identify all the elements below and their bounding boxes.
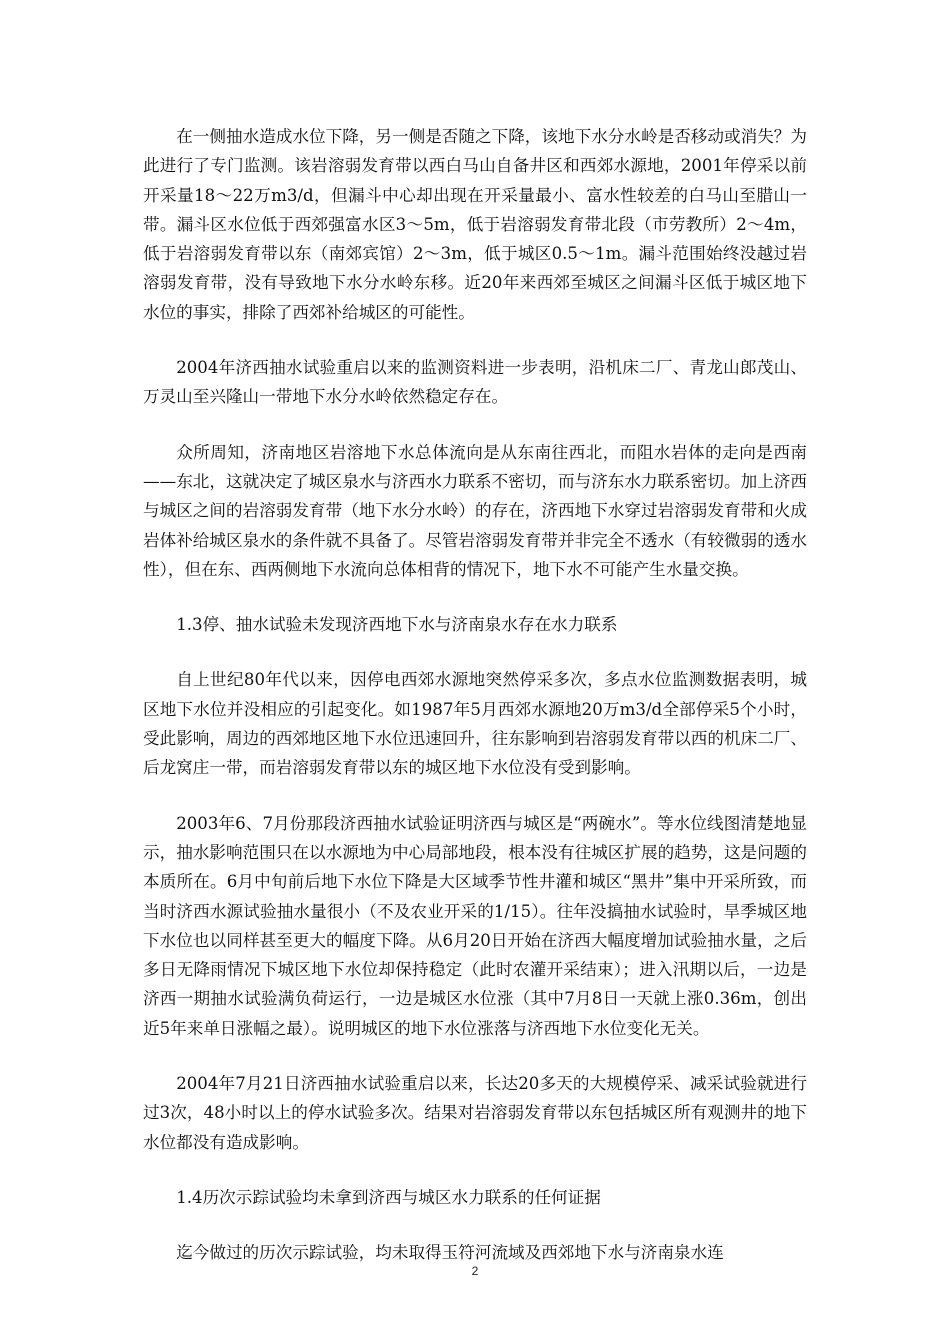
paragraph-2003-test: 2003年6、7月份那段济西抽水试验证明济西与城区是“两碗水”。等水位线图清楚地显示，抽水影响范围只在以水源地为中心局部地段，根本没有往城区扩展的趋势，这是问题的本质所在。6月中旬前后地下水位下降是大区域季节性井灌和城区“黑井”集中开采所致，而当时济西水源试验抽水量很小（不及农业开采的1/15）。往年没搞抽水试验时，旱季城区地下水位也以同样甚至更大的幅度下降。从6月20日开始在济西大幅度增加试验抽水量，之后多日无降雨情况下城区地下水位却保持稳定（此时农灌开采结束）；进入汛期以后，一边是济西一期抽水试验满负荷运行，一边是城区水位涨（其中7月8日一天就上涨0.36m，创出近5年来单日涨幅之最）。说明城区的地下水位涨落与济西地下水位变化无关。 xyxy=(143,813,807,1038)
section-heading-1-3: 1.3停、抽水试验未发现济西地下水与济南泉水存在水力联系 xyxy=(176,615,618,635)
paragraph-tracer-tests: 迄今做过的历次示踪试验，均未取得玉符河流域及西郊地下水与济南泉水连 xyxy=(176,1243,724,1263)
document-body xyxy=(143,122,807,1294)
paragraph-monitoring: 在一侧抽水造成水位下降，另一侧是否随之下降，该地下水分水岭是否移动或消失？为此进行了专门监测。该岩溶弱发育带以西白马山自备井区和西郊水源地，2001年停采以前开采量18～22万m3/d，但漏斗中心却出现在开采量最小、富水性较差的白马山至腊山一带。漏斗区水位低于西郊强富水区3～5m，低于岩溶弱发育带北段（市劳教所）2～4m，低于岩溶弱发育带以东（南郊宾馆）2～3m，低于城区0.5～1m。漏斗范围始终没越过岩溶弱发育带，没有导致地下水分水岭东移。近20年来西郊至城区之间漏斗区低于城区地下水位的事实，排除了西郊补给城区的可能性。 xyxy=(143,127,807,322)
section-heading-1-4: 1.4历次示踪试验均未拿到济西与城区水力联系的任何证据 xyxy=(176,1187,601,1207)
paragraph-1980s-stoppage: 自上世纪80年代以来，因停电西郊水源地突然停采多次，多点水位监测数据表明，城区地下水位并没相应的引起变化。如1987年5月西郊水源地20万m3/d全部停采5个小时，受此影响，周边的西郊地区地下水位迅速回升，往东影响到岩溶弱发育带以西的机床二厂、后龙窝庄一带，而岩溶弱发育带以东的城区地下水位没有受到影响。 xyxy=(143,670,807,778)
paragraph-flow-direction: 众所周知，济南地区岩溶地下水总体流向是从东南往西北，而阻水岩体的走向是西南——东北，这就决定了城区泉水与济西水力联系不密切，而与济东水力联系密切。加上济西与城区之间的岩溶弱发育带（地下水分水岭）的存在，济西地下水穿过岩溶弱发育带和火成岩体补给城区泉水的条件就不具备了。尽管岩溶弱发育带并非完全不透水（有较微弱的透水性），但在东、西两侧地下水流向总体相背的情况下，地下水不可能产生水量交换。 xyxy=(143,442,807,579)
page-number: 2 xyxy=(471,1264,479,1278)
paragraph-2004-test: 2004年7月21日济西抽水试验重启以来，长达20多天的大规模停采、减采试验就进行过3次，48小时以上的停水试验多次。结果对岩溶弱发育带以东包括城区所有观测井的地下水位都没有造成影响。 xyxy=(143,1074,807,1152)
paragraph-2004-monitoring: 2004年济西抽水试验重启以来的监测资料进一步表明，沿机床二厂、青龙山郎茂山、万灵山至兴隆山一带地下水分水岭依然稳定存在。 xyxy=(143,358,807,407)
